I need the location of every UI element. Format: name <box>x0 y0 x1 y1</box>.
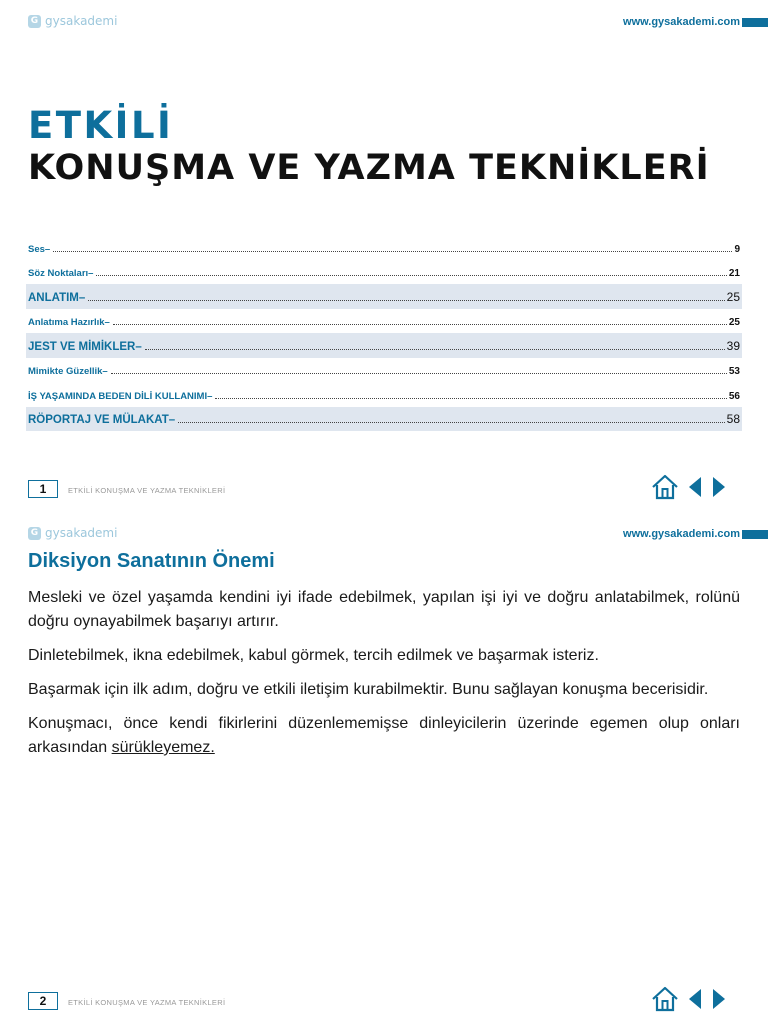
paragraph-text: Konuşmacı, önce kendi fikirlerini düzenlememişse dinleyicilerin üzerinde egemen olup onları arkasından <box>28 715 740 756</box>
toc-entry-label: Söz Noktaları– <box>28 268 94 279</box>
toc-entry-page: 39 <box>726 338 740 353</box>
body-text <box>28 586 740 770</box>
toc-leader-dots <box>113 324 727 325</box>
title-line-2: KONUŞMA VE YAZMA TEKNİKLERİ <box>28 148 710 188</box>
page-number-box: 1 <box>28 480 58 498</box>
toc-entry-label: Ses– <box>28 243 51 255</box>
toc-leader-dots <box>178 422 724 423</box>
page-navigation <box>651 474 727 500</box>
toc-entry-page: 25 <box>726 289 740 304</box>
toc-entry-label: ANLATIM– <box>28 291 86 304</box>
title-line-1: ETKİLİ <box>28 104 174 147</box>
paragraph: Dinletebilmek, ikna edebilmek, kabul görmek, tercih edilmek ve başarmak isteriz. <box>28 647 599 664</box>
triangle-right-icon[interactable] <box>711 475 727 499</box>
site-link[interactable]: www.gysakademi.com <box>623 528 740 540</box>
site-accent-bar <box>742 530 768 539</box>
toc-entry-roportaj-ve-mulakat[interactable] <box>26 407 742 432</box>
page-number-box: 2 <box>28 992 58 1010</box>
toc-entry-beden-dili[interactable] <box>26 382 742 407</box>
toc-entry-page: 58 <box>726 412 740 426</box>
logo-mark-icon: G <box>28 15 41 28</box>
toc-entry-jest-ve-mimikler[interactable] <box>26 333 742 358</box>
logo-text: gysakademi <box>45 526 118 540</box>
logo <box>28 526 117 540</box>
paragraph: Başarmak için ilk adım, doğru ve etkili iletişim kurabilmektir. Bunu sağlayan konuşma becerisidir. <box>28 681 709 698</box>
toc-entry-mimikte-guzellik[interactable] <box>26 358 742 383</box>
toc-entry-label: Mimikte Güzellik– <box>28 366 108 377</box>
underlined-word: sürükleyemez. <box>111 739 215 756</box>
toc-leader-dots <box>215 398 726 399</box>
toc-leader-dots <box>96 275 726 276</box>
toc-leader-dots <box>111 373 727 374</box>
toc-entry-soz-noktalari[interactable] <box>26 260 742 285</box>
page-navigation <box>651 986 727 1012</box>
toc-leader-dots <box>145 349 725 350</box>
toc-entry-page: 25 <box>728 317 740 328</box>
footer-book-title: ETKİLİ KONUŞMA VE YAZMA TEKNİKLERİ <box>68 998 226 1007</box>
toc-entry-page: 9 <box>734 243 740 255</box>
paragraph: Mesleki ve özel yaşamda kendini iyi ifade edebilmek, yapılan işi iyi ve doğru anlatabilmek, rolünü doğru oynayabilmek başarıyı artırır. <box>28 589 740 630</box>
page-2 <box>0 512 768 1024</box>
toc-entry-label: RÖPORTAJ VE MÜLAKAT– <box>28 414 176 426</box>
toc-entry-page: 21 <box>728 268 740 279</box>
toc-entry-label: JEST VE MİMİKLER– <box>28 340 142 353</box>
toc-entry-ses[interactable] <box>26 235 742 260</box>
home-icon[interactable] <box>651 474 679 500</box>
toc-entry-anlatima-hazirlik[interactable] <box>26 309 742 334</box>
toc-leader-dots <box>53 251 732 252</box>
triangle-left-icon[interactable] <box>687 987 703 1011</box>
table-of-contents <box>26 235 742 431</box>
paragraph-last <box>28 712 740 760</box>
footer-book-title: ETKİLİ KONUŞMA VE YAZMA TEKNİKLERİ <box>68 486 226 495</box>
toc-entry-anlatim[interactable] <box>26 284 742 309</box>
toc-entry-page: 56 <box>728 390 740 402</box>
site-link[interactable]: www.gysakademi.com <box>623 16 740 28</box>
toc-entry-label: İŞ YAŞAMINDA BEDEN DİLİ KULLANIMI– <box>28 390 213 402</box>
logo <box>28 14 117 28</box>
logo-mark-icon: G <box>28 527 41 540</box>
logo-text: gysakademi <box>45 14 118 28</box>
toc-entry-label: Anlatıma Hazırlık– <box>28 317 110 328</box>
toc-leader-dots <box>88 300 724 301</box>
triangle-right-icon[interactable] <box>711 987 727 1011</box>
section-heading: Diksiyon Sanatının Önemi <box>28 550 275 572</box>
site-accent-bar <box>742 18 768 27</box>
triangle-left-icon[interactable] <box>687 475 703 499</box>
home-icon[interactable] <box>651 986 679 1012</box>
toc-entry-page: 53 <box>728 366 740 377</box>
